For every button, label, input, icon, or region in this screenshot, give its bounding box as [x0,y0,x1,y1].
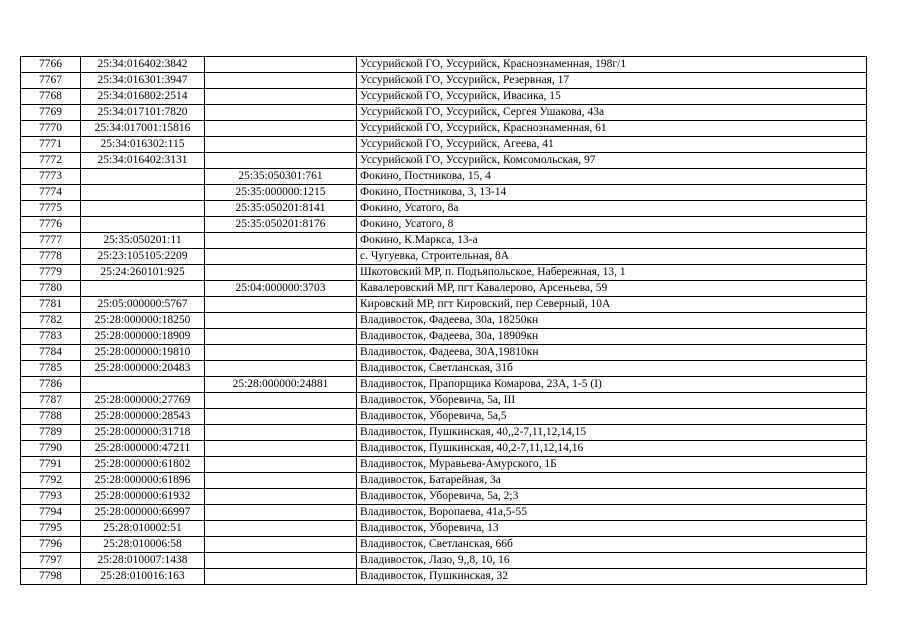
address-cell: Уссурийской ГО, Уссурийск, Резервная, 17 [357,73,867,89]
address-cell: Уссурийской ГО, Уссурийск, Агеева, 41 [357,137,867,153]
cadastral-number-cell: 25:34:016802:2514 [81,89,205,105]
table-row [21,121,867,137]
row-number-cell: 7788 [21,409,81,425]
address-cell: Шкотовский МР, п. Подъяпольское, Набережная, 13, 1 [357,265,867,281]
address-cell: Владивосток, Уборевича, 5а,5 [357,409,867,425]
cadastral-number-cell: 25:34:017101:7820 [81,105,205,121]
cadastral-number-alt-cell: 25:35:050201:8141 [205,201,357,217]
cadastral-number-alt-cell [205,521,357,537]
cadastral-number-alt-cell [205,153,357,169]
address-cell: Владивосток, Пушкинская, 32 [357,569,867,585]
row-number-cell: 7779 [21,265,81,281]
table-row [21,345,867,361]
row-number-cell: 7792 [21,473,81,489]
row-number-cell: 7772 [21,153,81,169]
cadastral-number-alt-cell [205,569,357,585]
cadastral-number-alt-cell [205,345,357,361]
row-number-cell: 7773 [21,169,81,185]
table-row [21,169,867,185]
cadastral-number-alt-cell [205,73,357,89]
table-row [21,313,867,329]
cadastral-number-alt-cell: 25:28:000000:24881 [205,377,357,393]
table-row [21,153,867,169]
cadastral-number-cell [81,377,205,393]
table-row [21,89,867,105]
cadastral-number-alt-cell [205,57,357,73]
cadastral-number-alt-cell [205,473,357,489]
cadastral-number-cell: 25:28:000000:27769 [81,393,205,409]
table-row [21,57,867,73]
table-row [21,281,867,297]
cadastral-number-cell: 25:28:010006:58 [81,537,205,553]
cadastral-number-cell: 25:34:016301:3947 [81,73,205,89]
row-number-cell: 7794 [21,505,81,521]
address-cell: Фокино, Постникова, 15, 4 [357,169,867,185]
address-cell: Уссурийской ГО, Уссурийск, Сергея Ушакова, 43а [357,105,867,121]
address-cell: Уссурийской ГО, Уссурийск, Краснознаменная, 61 [357,121,867,137]
cadastral-number-cell: 25:28:000000:18909 [81,329,205,345]
table-row [21,73,867,89]
address-cell: Владивосток, Фадеева, 30а, 18250кн [357,313,867,329]
row-number-cell: 7771 [21,137,81,153]
cadastral-number-cell: 25:28:000000:28543 [81,409,205,425]
cadastral-number-cell: 25:05:000000:5767 [81,297,205,313]
address-cell: Владивосток, Фадеева, 30А,19810кн [357,345,867,361]
cadastral-number-alt-cell: 25:04:000000:3703 [205,281,357,297]
row-number-cell: 7797 [21,553,81,569]
cadastral-number-alt-cell [205,297,357,313]
row-number-cell: 7766 [21,57,81,73]
cadastral-number-cell: 25:34:016402:3131 [81,153,205,169]
cadastral-number-cell [81,185,205,201]
cadastral-number-alt-cell [205,425,357,441]
cadastral-number-alt-cell [205,249,357,265]
address-cell: Владивосток, Уборевича, 13 [357,521,867,537]
row-number-cell: 7769 [21,105,81,121]
cadastral-number-alt-cell [205,441,357,457]
address-cell: Владивосток, Батарейная, 3а [357,473,867,489]
address-cell: Фокино, К.Маркса, 13-а [357,233,867,249]
row-number-cell: 7790 [21,441,81,457]
table-row [21,393,867,409]
row-number-cell: 7791 [21,457,81,473]
cadastral-number-cell [81,201,205,217]
cadastral-number-cell: 25:34:016402:3842 [81,57,205,73]
row-number-cell: 7780 [21,281,81,297]
table-row [21,249,867,265]
cadastral-number-alt-cell [205,361,357,377]
table-row [21,537,867,553]
table-row [21,521,867,537]
row-number-cell: 7782 [21,313,81,329]
document-page [20,56,867,585]
cadastral-number-cell: 25:28:000000:61896 [81,473,205,489]
cadastral-number-alt-cell: 25:35:050301:761 [205,169,357,185]
row-number-cell: 7767 [21,73,81,89]
cadastral-number-cell [81,281,205,297]
cadastral-number-cell: 25:28:010016:163 [81,569,205,585]
address-cell: Фокино, Постникова, 3, 13-14 [357,185,867,201]
cadastral-number-alt-cell [205,489,357,505]
cadastral-number-alt-cell [205,457,357,473]
cadastral-number-alt-cell [205,553,357,569]
row-number-cell: 7778 [21,249,81,265]
table-row [21,441,867,457]
address-cell: Уссурийской ГО, Уссурийск, Краснознаменная, 198г/1 [357,57,867,73]
address-cell: Владивосток, Муравьева-Амурского, 1Б [357,457,867,473]
address-cell: Кавалеровский МР, пгт Кавалерово, Арсеньева, 59 [357,281,867,297]
table-row [21,217,867,233]
table-row [21,265,867,281]
cadastral-number-cell: 25:34:016302:115 [81,137,205,153]
cadastral-number-cell: 25:35:050201:11 [81,233,205,249]
address-cell: с. Чугуевка, Строительная, 8А [357,249,867,265]
table-row [21,185,867,201]
cadastral-number-alt-cell [205,537,357,553]
cadastral-number-cell: 25:24:260101:925 [81,265,205,281]
row-number-cell: 7793 [21,489,81,505]
table-row [21,137,867,153]
row-number-cell: 7768 [21,89,81,105]
row-number-cell: 7783 [21,329,81,345]
row-number-cell: 7785 [21,361,81,377]
table-row [21,409,867,425]
cadastral-number-alt-cell: 25:35:000000:1215 [205,185,357,201]
cadastral-number-alt-cell [205,121,357,137]
row-number-cell: 7770 [21,121,81,137]
table-row [21,425,867,441]
cadastral-number-alt-cell [205,105,357,121]
address-cell: Владивосток, Уборевича, 5а, III [357,393,867,409]
row-number-cell: 7777 [21,233,81,249]
row-number-cell: 7784 [21,345,81,361]
cadastral-number-cell: 25:28:000000:18250 [81,313,205,329]
table-row [21,329,867,345]
cadastral-number-cell: 25:28:000000:31718 [81,425,205,441]
cadastral-number-cell: 25:28:000000:20483 [81,361,205,377]
row-number-cell: 7795 [21,521,81,537]
table-row [21,297,867,313]
address-cell: Уссурийской ГО, Уссурийск, Комсомольская, 97 [357,153,867,169]
table-row [21,553,867,569]
cadastral-number-cell: 25:28:010002:51 [81,521,205,537]
registry-table-body [21,57,867,585]
table-row [21,105,867,121]
cadastral-number-cell: 25:28:000000:66997 [81,505,205,521]
row-number-cell: 7781 [21,297,81,313]
table-row [21,473,867,489]
cadastral-number-alt-cell: 25:35:050201:8176 [205,217,357,233]
cadastral-number-cell [81,217,205,233]
row-number-cell: 7796 [21,537,81,553]
address-cell: Владивосток, Воропаева, 41а,5-55 [357,505,867,521]
cadastral-number-alt-cell [205,505,357,521]
row-number-cell: 7774 [21,185,81,201]
cadastral-number-cell: 25:28:010007:1438 [81,553,205,569]
cadastral-number-cell: 25:28:000000:61932 [81,489,205,505]
cadastral-number-cell: 25:28:000000:47211 [81,441,205,457]
row-number-cell: 7786 [21,377,81,393]
address-cell: Владивосток, Лазо, 9,,8, 10, 16 [357,553,867,569]
address-cell: Кировский МР, пгт Кировский, пер Северный, 10А [357,297,867,313]
cadastral-number-cell: 25:28:000000:61802 [81,457,205,473]
table-row [21,361,867,377]
row-number-cell: 7775 [21,201,81,217]
cadastral-number-alt-cell [205,329,357,345]
table-row [21,377,867,393]
address-cell: Владивосток, Светланская, 31б [357,361,867,377]
table-row [21,569,867,585]
table-row [21,201,867,217]
cadastral-number-cell: 25:34:017001:15816 [81,121,205,137]
address-cell: Владивосток, Пушкинская, 40,,2-7,11,12,14,15 [357,425,867,441]
cadastral-number-alt-cell [205,89,357,105]
cadastral-number-cell: 25:28:000000:19810 [81,345,205,361]
address-cell: Владивосток, Пушкинская, 40,2-7,11,12,14,16 [357,441,867,457]
cadastral-number-alt-cell [205,313,357,329]
address-cell: Владивосток, Прапорщика Комарова, 23А, 1-5 (I) [357,377,867,393]
registry-table [20,56,867,585]
row-number-cell: 7789 [21,425,81,441]
address-cell: Владивосток, Фадеева, 30а, 18909кн [357,329,867,345]
cadastral-number-alt-cell [205,233,357,249]
table-row [21,489,867,505]
address-cell: Уссурийской ГО, Уссурийск, Ивасика, 15 [357,89,867,105]
address-cell: Владивосток, Светланская, 66б [357,537,867,553]
address-cell: Фокино, Усатого, 8 [357,217,867,233]
cadastral-number-cell: 25:23:105105:2209 [81,249,205,265]
address-cell: Фокино, Усатого, 8а [357,201,867,217]
row-number-cell: 7798 [21,569,81,585]
row-number-cell: 7776 [21,217,81,233]
cadastral-number-alt-cell [205,137,357,153]
cadastral-number-cell [81,169,205,185]
table-row [21,457,867,473]
cadastral-number-alt-cell [205,265,357,281]
table-row [21,505,867,521]
table-row [21,233,867,249]
row-number-cell: 7787 [21,393,81,409]
cadastral-number-alt-cell [205,409,357,425]
address-cell: Владивосток, Уборевича, 5а, 2;3 [357,489,867,505]
cadastral-number-alt-cell [205,393,357,409]
